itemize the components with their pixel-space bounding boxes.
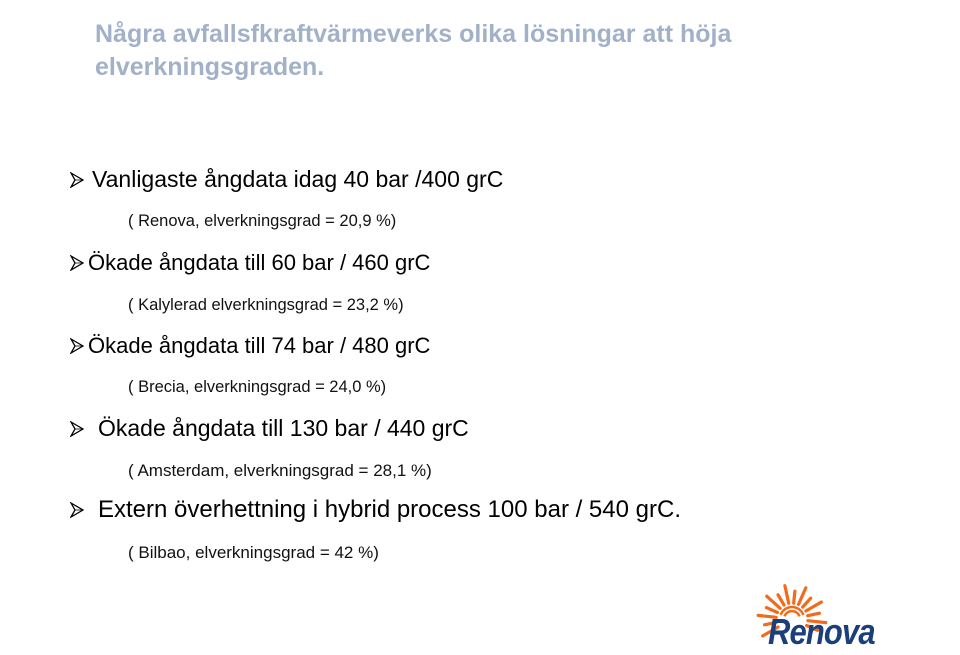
bullet-text: Vanligaste ångdata idag 40 bar /400 grC — [92, 166, 504, 192]
arrow-bullet-icon — [70, 421, 84, 437]
sun-ray — [794, 591, 795, 603]
bullet-item — [70, 415, 469, 442]
bullet-note: ( Amsterdam, elverkningsgrad = 28,1 %) — [128, 461, 432, 480]
bullet-text: Extern överhettning i hybrid process 100 bar / 540 grC. — [98, 496, 681, 523]
bullet-note: ( Renova, elverkningsgrad = 20,9 %) — [128, 212, 397, 230]
sun-ray — [785, 586, 789, 604]
bullet-item — [70, 250, 430, 276]
slide-title: Några avfallsfkraftvärmeverks olika lösningar att höja elverkningsgraden. — [95, 20, 732, 81]
sun-ray — [803, 598, 811, 607]
bullet-item — [70, 166, 503, 193]
bullet-item — [70, 496, 681, 524]
bullet-item — [70, 333, 430, 359]
sun-ray — [806, 602, 822, 611]
bullet-note: ( Kalylerad elverkningsgrad = 23,2 %) — [128, 296, 404, 314]
arrow-bullet-icon — [70, 255, 84, 271]
bullet-note: ( Brecia, elverkningsgrad = 24,0 %) — [128, 378, 387, 396]
bullet-note: ( Bilbao, elverkningsgrad = 42 %) — [128, 543, 379, 562]
arrow-bullet-icon — [70, 502, 84, 518]
arrow-bullet-icon — [70, 338, 84, 354]
sun-ray — [799, 588, 806, 605]
arrow-bullet-icon — [70, 172, 84, 188]
bullet-text: Ökade ångdata till 60 bar / 460 grC — [88, 250, 431, 275]
bullet-text: Ökade ångdata till 130 bar / 440 grC — [98, 415, 469, 441]
renova-wordmark: Renova — [768, 611, 875, 652]
sun-ray — [778, 595, 784, 605]
bullet-text: Ökade ångdata till 74 bar / 480 grC — [88, 333, 431, 358]
